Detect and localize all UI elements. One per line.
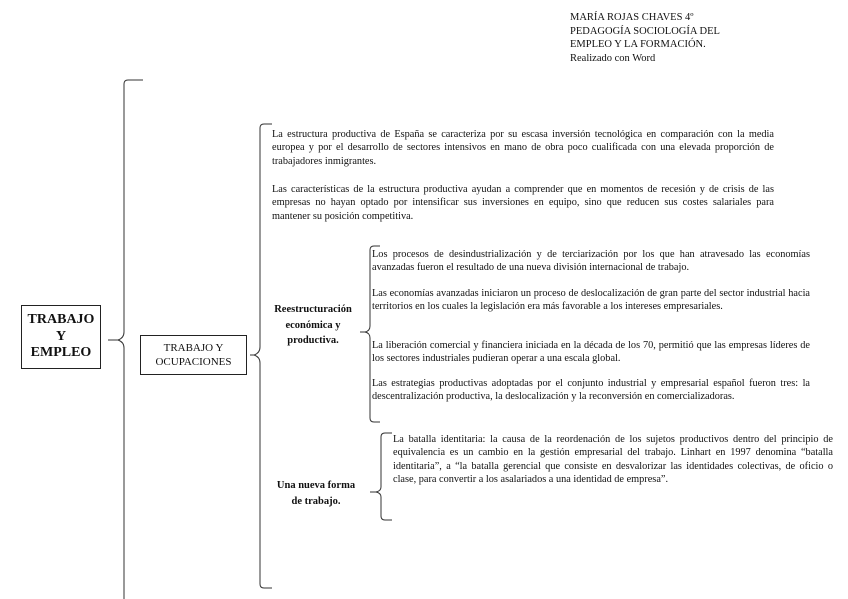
main-topic-line: Y [55,328,67,344]
reestructuracion-paragraph-4: Las estrategias productivas adoptadas por el conjunto industrial y empresarial español fueron tres: la descentralización productiva, la deslocalización y la reconversión en comercializadoras. [372,378,810,403]
subtopic-box [140,335,247,375]
reestructuracion-paragraph-3: La liberación comercial y financiera iniciada en la década de los 70, permitió que las empresas líderes de los sectores industriales pudieran operar a una escala global. [372,340,810,365]
author-header [570,11,840,65]
course-line-2: EMPLEO Y LA FORMACIÓN. [570,39,706,50]
subtopic-bracket [250,124,272,588]
main-topic-box [21,305,101,369]
course-line: PEDAGOGÍA SOCIOLOGÍA DEL [570,25,720,37]
label-line: Reestructuración [274,304,352,315]
nueva-forma-label [258,478,374,509]
label-line: productiva. [287,335,339,346]
label-line: de trabajo. [291,495,341,507]
reestructuracion-label [258,302,368,349]
nueva-forma-paragraph: La batalla identitaria: la causa de la reordenación de los sujetos productivos dentro del principio de equivalencia es un cambio en la gestión empresarial del trabajo. Linhart en 1997 denomina “batalla identitaria”, a “la batalla gerencial que consiste en desvalorizar las identidades colectivas, de oficio o clase, para convertir a los asalariados a una identidad de empresa”. [393,434,833,486]
main-topic-line: EMPLEO [30,345,92,361]
subtopic-line: TRABAJO Y [163,342,224,354]
label-line: Una nueva forma [276,480,356,491]
reestructuracion-paragraph-2: Las economías avanzadas iniciaron un proceso de deslocalización de gran parte del sector industrial hacia territorios en los cuales la legislación era más favorable a los intereses empresariales. [372,288,810,313]
subtopic-line: OCUPACIONES [155,356,232,368]
reestructuracion-paragraph-1: Los procesos de desindustrialización y de terciarización por los que han atravesado las economías avanzadas fueron el resultado de una nueva división internacional de trabajo. [372,249,810,274]
intro-paragraph-1: La estructura productiva de España se caracteriza por su escasa inversión tecnológica en comparación con la media europea y por el desarrollo de sectores intensivos en mano de obra poco cualificada con una elevada proporción de trabajadores inmigrantes. [272,129,774,167]
intro-paragraph-2: Las características de la estructura productiva ayudan a comprender que en momentos de recesión y de crisis de las empresas no hayan optado por intensificar sus inversiones en equipo, sino que reducen sus costes salariales para mantener su posición competitiva. [272,184,774,222]
author-line: MARÍA ROJAS CHAVES 4º [570,12,694,23]
label-line: económica y [285,319,341,331]
made-with-line: Realizado con Word [570,52,656,64]
main-topic-line: TRABAJO [27,312,95,328]
main-bracket [108,80,143,599]
